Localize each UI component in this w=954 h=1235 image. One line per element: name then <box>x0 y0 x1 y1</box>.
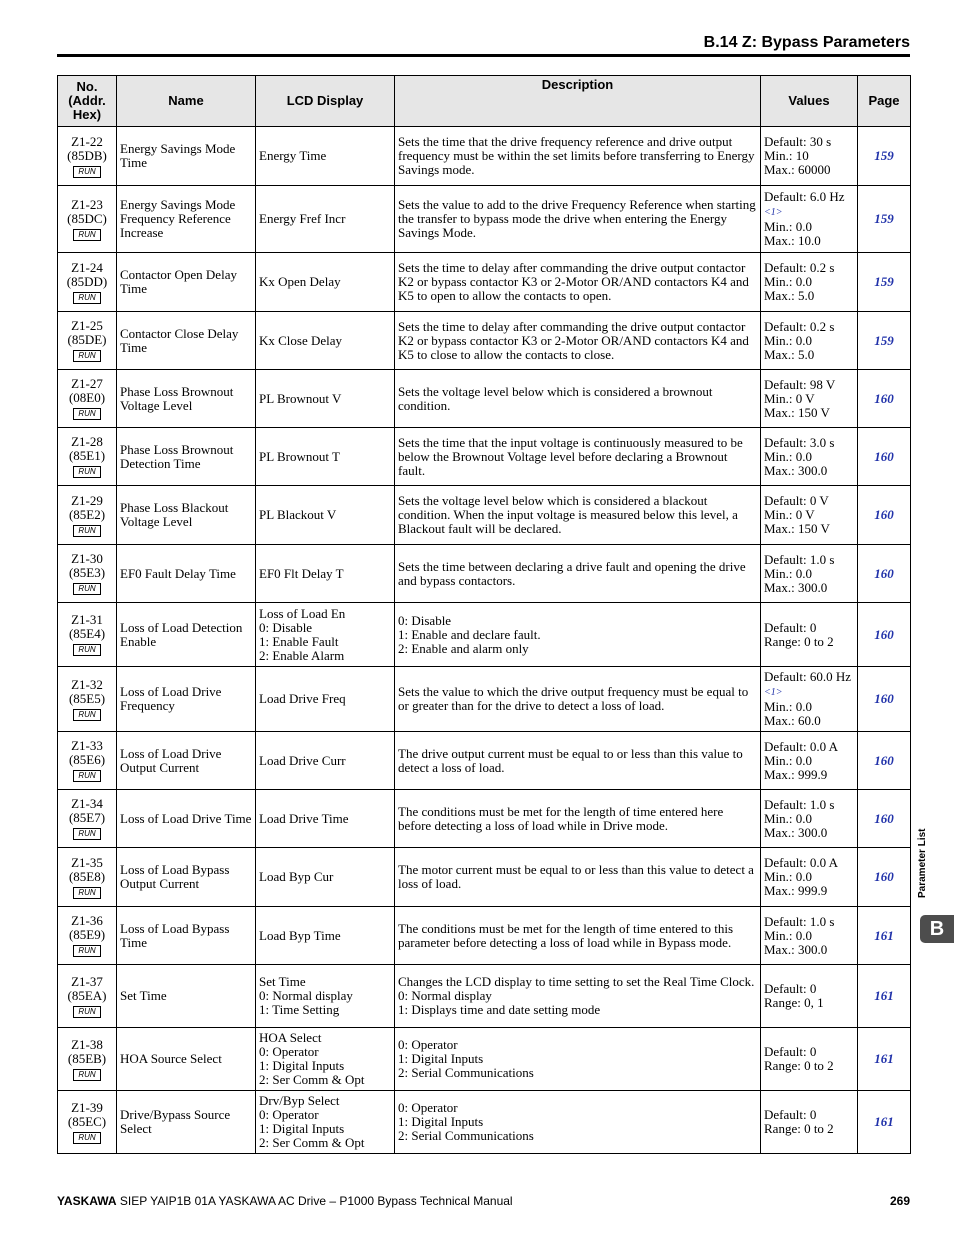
values-cell <box>761 667 858 732</box>
table-row <box>58 848 911 907</box>
table-row <box>58 907 911 965</box>
description-cell: Sets the time that the drive frequency reference and drive output frequency must be within the set limits before transferring to Energy Savings mode. <box>395 127 761 186</box>
param-number: Z1-38 <box>71 1036 103 1052</box>
values-cell: Default: 0 Range: 0 to 2 <box>761 603 858 667</box>
section-title: B.14 Z: Bypass Parameters <box>703 34 910 51</box>
description-cell: Sets the value to add to the drive Frequency Reference when starting the transfer to bypass mode the drive when entering the Energy Savings Mode. <box>395 186 761 253</box>
lcd-display-cell: Drv/Byp Select 0: Operator 1: Digital Inputs 2: Ser Comm & Opt <box>256 1091 395 1154</box>
description-cell: Sets the voltage level below which is considered a brownout condition. <box>395 370 761 428</box>
param-name-cell: Contactor Open Delay Time <box>117 253 256 312</box>
page-ref-link[interactable]: 160 <box>858 486 911 545</box>
lcd-display-cell: Kx Close Delay <box>256 312 395 370</box>
description-cell: Sets the voltage level below which is considered a blackout condition. When the input voltage is measured below this level, a Blackout fault will be declared. <box>395 486 761 545</box>
param-address: (85EB) <box>67 1050 107 1066</box>
lcd-display-cell: HOA Select 0: Operator 1: Digital Inputs 2: Ser Comm & Opt <box>256 1028 395 1091</box>
section-tab: B <box>920 915 954 943</box>
run-badge: RUN <box>73 525 100 537</box>
param-address: (85E8) <box>68 868 106 884</box>
run-badge: RUN <box>73 350 100 362</box>
param-name-cell: Loss of Load Detection Enable <box>117 603 256 667</box>
param-number-cell <box>58 848 117 907</box>
run-badge: RUN <box>73 408 100 420</box>
param-number-cell <box>58 312 117 370</box>
page-ref-link[interactable]: 160 <box>858 370 911 428</box>
lcd-display-cell: PL Brownout T <box>256 428 395 486</box>
values-cell: Default: 0.0 A Min.: 0.0 Max.: 999.9 <box>761 848 858 907</box>
description-cell: Changes the LCD display to time setting to set the Real Time Clock. 0: Normal display 1: Displays time and date setting mode <box>395 965 761 1028</box>
values-range: Min.: 0.0 Max.: 60.0 <box>764 699 821 728</box>
table-row <box>58 486 911 545</box>
param-number: Z1-30 <box>71 551 103 566</box>
param-address: (85EA) <box>67 987 107 1003</box>
page-ref-link[interactable]: 160 <box>858 667 911 732</box>
param-number: Z1-25 <box>71 318 103 333</box>
run-badge: RUN <box>73 1132 100 1144</box>
description-cell: Sets the time to delay after commanding the drive output contactor K2 or bypass contactor K3 or 2-Motor OR/AND contactors K4 and K5 to open to allow the contacts to open. <box>395 253 761 312</box>
param-number-cell <box>58 790 117 848</box>
values-cell: Default: 3.0 s Min.: 0.0 Max.: 300.0 <box>761 428 858 486</box>
lcd-display-cell: Energy Time <box>256 127 395 186</box>
page-ref-link[interactable]: 160 <box>858 545 911 603</box>
lcd-display-cell: Load Drive Curr <box>256 732 395 790</box>
col-header-values: Values <box>761 76 858 127</box>
run-badge: RUN <box>73 709 100 721</box>
param-name-cell: Loss of Load Bypass Output Current <box>117 848 256 907</box>
values-cell: Default: 0.0 A Min.: 0.0 Max.: 999.9 <box>761 732 858 790</box>
lcd-display-cell: Load Drive Freq <box>256 667 395 732</box>
values-cell: Default: 0 Range: 0 to 2 <box>761 1028 858 1091</box>
param-number: Z1-37 <box>71 973 103 989</box>
page-ref-link[interactable]: 161 <box>858 1091 911 1154</box>
param-address: (85E6) <box>68 752 106 767</box>
run-badge: RUN <box>73 828 100 840</box>
param-name-cell: Loss of Load Bypass Time <box>117 907 256 965</box>
footer <box>57 1194 513 1208</box>
values-cell: Default: 98 V Min.: 0 V Max.: 150 V <box>761 370 858 428</box>
param-address: (08E0) <box>68 390 106 405</box>
param-number: Z1-33 <box>71 738 103 753</box>
param-number: Z1-32 <box>71 676 103 692</box>
values-default: Default: 6.0 Hz <box>764 189 845 204</box>
param-address: (85E5) <box>68 690 106 706</box>
param-address: (85E3) <box>68 565 106 580</box>
footer-brand: YASKAWA <box>57 1194 117 1208</box>
run-badge: RUN <box>73 887 100 899</box>
param-name-cell: Loss of Load Drive Time <box>117 790 256 848</box>
page-ref-link[interactable]: 159 <box>858 127 911 186</box>
col-header-lcd: LCD Display <box>256 76 395 127</box>
param-number-cell <box>58 1028 117 1091</box>
col-header-description: Description <box>395 76 761 127</box>
run-badge: RUN <box>73 292 100 304</box>
values-cell: Default: 30 s Min.: 10 Max.: 60000 <box>761 127 858 186</box>
footnote-ref-link[interactable]: <1> <box>764 207 783 218</box>
param-number: Z1-28 <box>71 434 103 449</box>
param-name-cell: Loss of Load Drive Frequency <box>117 667 256 732</box>
lcd-display-cell: Load Drive Time <box>256 790 395 848</box>
param-address: (85E7) <box>68 810 106 825</box>
run-badge: RUN <box>73 466 100 478</box>
param-address: (85E2) <box>68 506 106 522</box>
param-number: Z1-22 <box>71 133 103 149</box>
param-name-cell: Set Time <box>117 965 256 1028</box>
param-number-cell <box>58 186 117 253</box>
col-header-name: Name <box>117 76 256 127</box>
param-address: (85DB) <box>67 147 107 163</box>
param-address: (85DD) <box>66 273 108 289</box>
table-row <box>58 312 911 370</box>
param-address: (85E4) <box>68 626 106 641</box>
values-default: Default: 60.0 Hz <box>764 669 852 684</box>
param-name-cell: HOA Source Select <box>117 1028 256 1091</box>
param-number: Z1-34 <box>71 796 103 811</box>
table-row <box>58 545 911 603</box>
lcd-display-cell: Energy Fref Incr <box>256 186 395 253</box>
param-name-cell: Contactor Close Delay Time <box>117 312 256 370</box>
run-badge: RUN <box>73 644 100 656</box>
values-cell: Default: 0 Range: 0 to 2 <box>761 1091 858 1154</box>
description-cell: Sets the time that the input voltage is continuously measured to be below the Brownout Voltage level before declaring a Brownout fault. <box>395 428 761 486</box>
table-row <box>58 1091 911 1154</box>
side-label: Parameter List <box>917 828 928 898</box>
param-number: Z1-27 <box>71 376 103 391</box>
param-number: Z1-23 <box>71 196 103 212</box>
values-cell: Default: 1.0 s Min.: 0.0 Max.: 300.0 <box>761 907 858 965</box>
header-rule <box>57 54 910 57</box>
description-cell: The motor current must be equal to or less than this value to detect a loss of load. <box>395 848 761 907</box>
page-ref-link[interactable]: 160 <box>858 732 911 790</box>
param-name-cell: Energy Savings Mode Frequency Reference Increase <box>117 186 256 253</box>
table-row <box>58 428 911 486</box>
param-number: Z1-24 <box>71 259 103 275</box>
lcd-display-cell: Load Byp Cur <box>256 848 395 907</box>
page-number: 269 <box>889 1194 910 1208</box>
table-row <box>58 790 911 848</box>
param-number-cell <box>58 370 117 428</box>
table-row <box>58 186 911 253</box>
param-name-cell: Energy Savings Mode Time <box>117 127 256 186</box>
table-row <box>58 370 911 428</box>
page-ref-link[interactable]: 159 <box>858 186 911 253</box>
page-ref-link[interactable]: 160 <box>858 428 911 486</box>
values-cell: Default: 0 V Min.: 0 V Max.: 150 V <box>761 486 858 545</box>
param-name-cell: Loss of Load Drive Output Current <box>117 732 256 790</box>
page-ref-link[interactable]: 160 <box>858 790 911 848</box>
footer-text: SIEP YAIP1B 01A YASKAWA AC Drive – P1000 Bypass Technical Manual <box>116 1194 513 1208</box>
page-ref-link[interactable]: 161 <box>858 1028 911 1091</box>
values-range: Min.: 0.0 Max.: 10.0 <box>764 219 821 248</box>
description-cell: Sets the time between declaring a drive fault and opening the drive and bypass contactors. <box>395 545 761 603</box>
page-ref-link[interactable]: 159 <box>858 253 911 312</box>
param-number-cell <box>58 127 117 186</box>
col-header-no: No. (Addr. Hex) <box>58 76 117 127</box>
description-cell: The drive output current must be equal to or less than this value to detect a loss of load. <box>395 732 761 790</box>
page-ref-link[interactable]: 161 <box>858 965 911 1028</box>
page-ref-link[interactable]: 160 <box>858 848 911 907</box>
param-number-cell <box>58 603 117 667</box>
run-badge: RUN <box>73 583 100 595</box>
param-name-cell: Phase Loss Brownout Detection Time <box>117 428 256 486</box>
values-cell: Default: 0.2 s Min.: 0.0 Max.: 5.0 <box>761 253 858 312</box>
run-badge: RUN <box>73 770 100 782</box>
param-name-cell: Phase Loss Brownout Voltage Level <box>117 370 256 428</box>
run-badge: RUN <box>73 1006 100 1018</box>
values-cell: Default: 1.0 s Min.: 0.0 Max.: 300.0 <box>761 790 858 848</box>
description-cell: 0: Disable 1: Enable and declare fault. 2: Enable and alarm only <box>395 603 761 667</box>
run-badge: RUN <box>73 166 100 178</box>
param-number-cell <box>58 428 117 486</box>
lcd-display-cell: PL Blackout V <box>256 486 395 545</box>
param-number: Z1-35 <box>71 854 103 870</box>
page-ref-link[interactable]: 159 <box>858 312 911 370</box>
footnote-ref-link[interactable]: <1> <box>764 687 783 698</box>
param-number-cell <box>58 965 117 1028</box>
description-cell: Sets the time to delay after commanding the drive output contactor K2 or bypass contactor K3 or 2-Motor OR/AND contactors K4 and K5 to close to allow the contacts to close. <box>395 312 761 370</box>
page-ref-link[interactable]: 161 <box>858 907 911 965</box>
lcd-display-cell: PL Brownout V <box>256 370 395 428</box>
param-address: (85DE) <box>67 332 107 347</box>
parameter-table <box>57 75 911 1154</box>
param-address: (85EC) <box>67 1113 107 1129</box>
lcd-display-cell: Kx Open Delay <box>256 253 395 312</box>
values-cell: Default: 0.2 s Min.: 0.0 Max.: 5.0 <box>761 312 858 370</box>
param-name-cell: Phase Loss Blackout Voltage Level <box>117 486 256 545</box>
table-row <box>58 1028 911 1091</box>
run-badge: RUN <box>73 945 100 957</box>
lcd-display-cell: EF0 Flt Delay T <box>256 545 395 603</box>
param-number-cell <box>58 907 117 965</box>
param-number-cell <box>58 667 117 732</box>
table-row <box>58 603 911 667</box>
param-number: Z1-31 <box>71 612 103 627</box>
param-number-cell <box>58 1091 117 1154</box>
lcd-display-cell: Loss of Load En 0: Disable 1: Enable Fault 2: Enable Alarm <box>256 603 395 667</box>
description-cell: The conditions must be met for the length of time entered here before detecting a loss of load while in Drive mode. <box>395 790 761 848</box>
table-header-row <box>58 76 911 127</box>
description-cell: 0: Operator 1: Digital Inputs 2: Serial Communications <box>395 1028 761 1091</box>
table-row <box>58 732 911 790</box>
description-cell: Sets the value to which the drive output frequency must be equal to or greater than for the drive to detect a loss of load. <box>395 667 761 732</box>
col-header-page: Page <box>858 76 911 127</box>
lcd-display-cell: Load Byp Time <box>256 907 395 965</box>
table-row <box>58 253 911 312</box>
description-cell: 0: Operator 1: Digital Inputs 2: Serial Communications <box>395 1091 761 1154</box>
lcd-display-cell: Set Time 0: Normal display 1: Time Setting <box>256 965 395 1028</box>
table-row <box>58 965 911 1028</box>
values-cell: Default: 1.0 s Min.: 0.0 Max.: 300.0 <box>761 545 858 603</box>
run-badge: RUN <box>73 1069 100 1081</box>
param-number-cell <box>58 732 117 790</box>
param-number: Z1-29 <box>71 492 103 508</box>
param-number-cell <box>58 253 117 312</box>
param-name-cell: Drive/Bypass Source Select <box>117 1091 256 1154</box>
param-name-cell: EF0 Fault Delay Time <box>117 545 256 603</box>
param-number: Z1-39 <box>71 1099 103 1115</box>
page-ref-link[interactable]: 160 <box>858 603 911 667</box>
table-row <box>58 667 911 732</box>
values-cell <box>761 186 858 253</box>
param-address: (85DC) <box>67 210 107 226</box>
table-row <box>58 127 911 186</box>
param-number-cell <box>58 545 117 603</box>
param-address: (85E1) <box>68 448 106 463</box>
param-address: (85E9) <box>68 927 106 942</box>
run-badge: RUN <box>73 229 100 241</box>
description-cell: The conditions must be met for the length of time entered to this parameter before detecting a loss of load while in Bypass mode. <box>395 907 761 965</box>
values-cell: Default: 0 Range: 0, 1 <box>761 965 858 1028</box>
param-number: Z1-36 <box>71 913 103 928</box>
param-number-cell <box>58 486 117 545</box>
